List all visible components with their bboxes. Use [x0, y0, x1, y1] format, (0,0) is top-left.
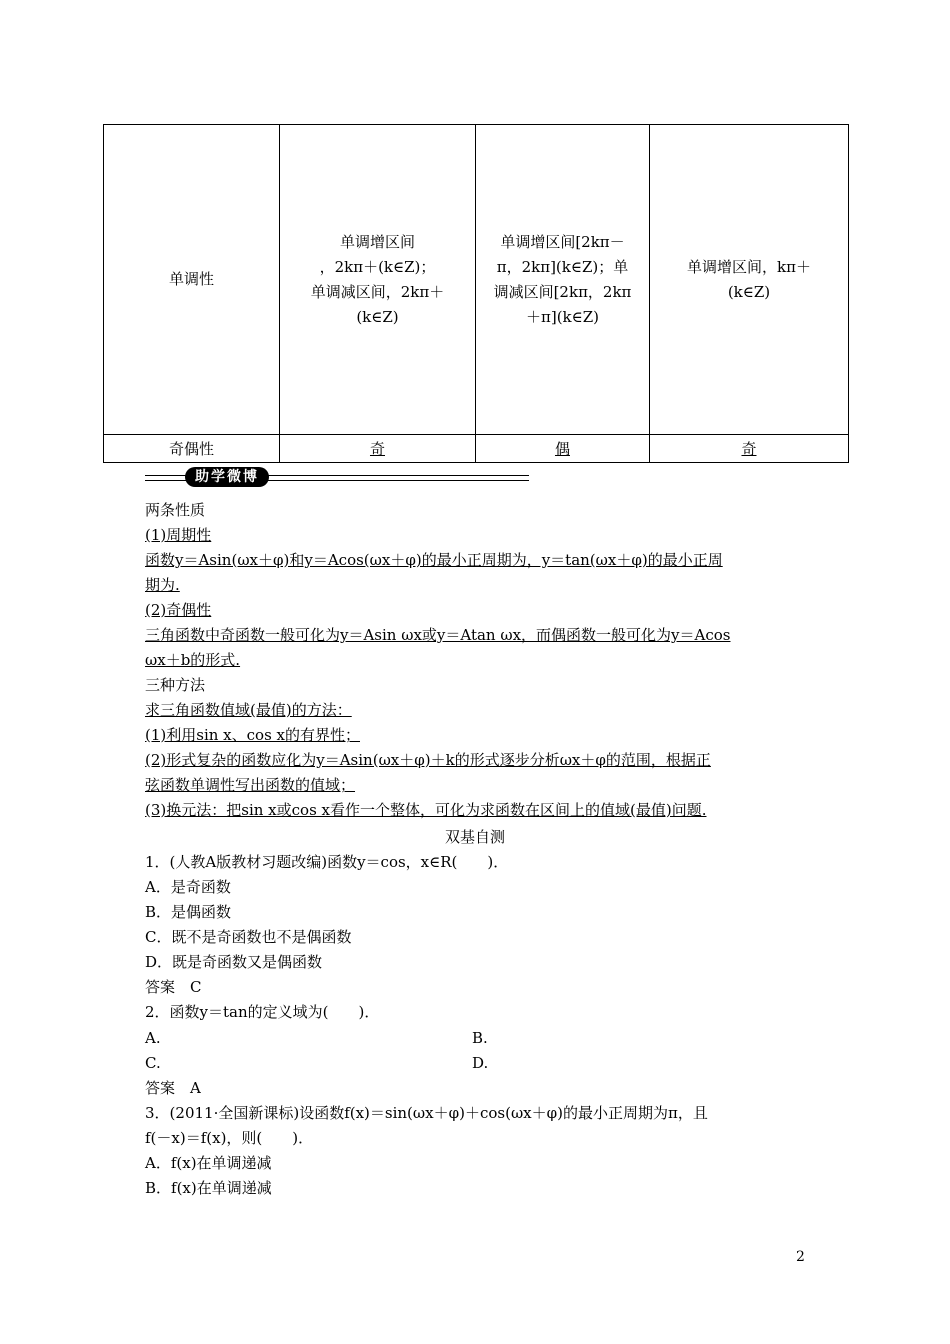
- tan-monotonicity-cell: [650, 125, 849, 435]
- q1-answer: 答案 C: [145, 978, 202, 996]
- notes-line: (3)换元法：把sin x或cos x看作一个整体，可化为求函数在区间上的值域(最值)问题.: [145, 801, 707, 819]
- notes-heading-properties: 两条性质: [145, 501, 206, 519]
- q3-stem-cont: f(－x)＝f(x)，则( )．: [145, 1129, 314, 1147]
- q3-option-b: B．f(x)在单调递减: [145, 1179, 272, 1197]
- section-title: 双基自测: [444, 828, 505, 846]
- monotonicity-row: [104, 125, 849, 435]
- q1-option-a: A．是奇函数: [145, 878, 231, 896]
- q1-stem: 1．(人教A版教材习题改编)函数y＝cos，x∈R( )．: [145, 853, 509, 871]
- q3-option-a: A．f(x)在单调递减: [145, 1154, 272, 1172]
- cos-mono-line: 调减区间[2kπ，2kπ: [493, 282, 632, 301]
- cos-mono-line: π，2kπ](k∈Z)；单: [496, 257, 629, 276]
- page-number: 2: [796, 1249, 805, 1265]
- sin-parity-cell: [280, 435, 476, 463]
- sin-mono-line: ，2kπ＋(k∈Z)；: [319, 257, 436, 276]
- tan-parity-cell: [650, 435, 849, 463]
- q1-option-d: D．既是奇函数又是偶函数: [145, 953, 323, 971]
- sin-parity-value: 奇: [369, 439, 385, 458]
- q2-option-c: C.: [145, 1054, 161, 1072]
- tan-parity-value: 奇: [741, 439, 757, 458]
- parity-label: 奇偶性: [104, 435, 280, 463]
- notes-line: 求三角函数值域(最值)的方法：: [145, 701, 352, 719]
- notes-line: 期为.: [145, 576, 180, 594]
- cos-mono-line: 单调增区间[2kπ－: [500, 232, 625, 251]
- sin-mono-line: 单调增区间: [339, 232, 415, 251]
- q2-option-d: D.: [472, 1054, 489, 1072]
- notes-heading-methods: 三种方法: [145, 676, 206, 694]
- sin-mono-line: 单调减区间，2kπ＋: [310, 282, 445, 301]
- banner-title: 助学微博: [185, 467, 269, 487]
- notes-line: (2)奇偶性: [145, 601, 212, 619]
- sin-monotonicity-cell: [280, 125, 476, 435]
- q2-option-a: A.: [145, 1029, 161, 1047]
- parity-row: [104, 435, 849, 463]
- cos-mono-line: ＋π](k∈Z): [525, 307, 600, 326]
- notes-line: (2)形式复杂的函数应化为y＝Asin(ωx＋φ)＋k的形式逐步分析ωx＋φ的范围，根据正: [145, 751, 711, 769]
- cos-parity-value: 偶: [554, 439, 570, 458]
- q2-answer: 答案 A: [145, 1079, 201, 1097]
- study-tips-banner: [145, 466, 529, 488]
- cos-monotonicity-cell: [476, 125, 650, 435]
- sin-mono-line: (k∈Z): [356, 307, 399, 326]
- q1-option-c: C．既不是奇函数也不是偶函数: [145, 928, 352, 946]
- tan-mono-line: 单调增区间，kπ＋: [687, 257, 811, 276]
- cos-parity-cell: [476, 435, 650, 463]
- monotonicity-label: 单调性: [104, 125, 280, 435]
- q3-stem: 3．(2011·全国新课标)设函数f(x)＝sin(ωx＋φ)＋cos(ωx＋φ)的最小正周期为π，且: [145, 1104, 708, 1122]
- trig-properties-table: [103, 124, 849, 463]
- q2-option-b: B.: [472, 1029, 488, 1047]
- q2-stem: 2．函数y＝tan的定义域为( )．: [145, 1003, 380, 1021]
- notes-line: ωx＋b的形式.: [145, 651, 241, 669]
- notes-line: (1)周期性: [145, 526, 212, 544]
- notes-line: 三角函数中奇函数一般可化为y＝Asin ωx或y＝Atan ωx，而偶函数一般可化为y＝Acos: [145, 626, 731, 644]
- notes-line: (1)利用sin x、cos x的有界性；: [145, 726, 360, 744]
- notes-line: 函数y＝Asin(ωx＋φ)和y＝Acos(ωx＋φ)的最小正周期为，y＝tan(ωx＋φ)的最小正周: [145, 551, 723, 569]
- q1-option-b: B．是偶函数: [145, 903, 232, 921]
- tan-mono-line: (k∈Z): [727, 282, 771, 301]
- notes-line: 弦函数单调性写出函数的值域；: [145, 776, 356, 794]
